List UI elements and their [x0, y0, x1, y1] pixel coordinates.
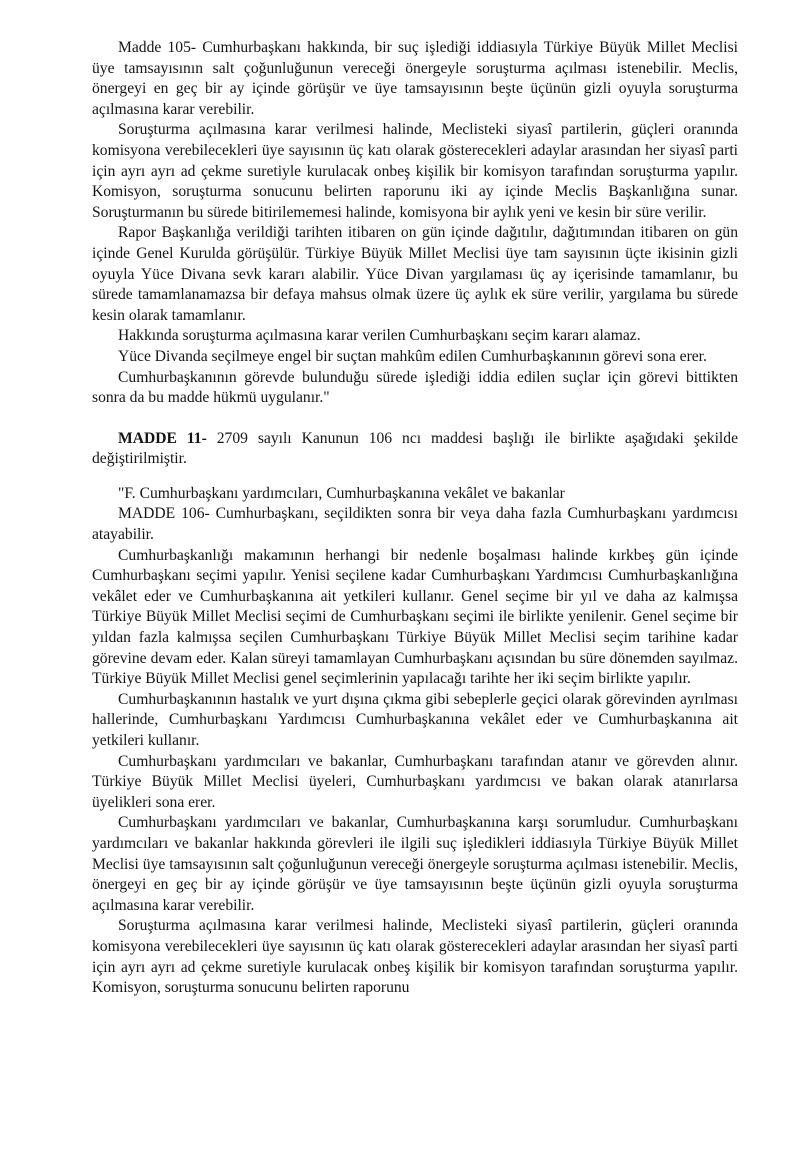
madde-11-text: 2709 sayılı Kanunun 106 ncı maddesi başlığı ile birlikte aşağıdaki şekilde değiştirilmiştir.: [92, 429, 738, 468]
article-106-paragraph-2: Cumhurbaşkanlığı makamının herhangi bir nedenle boşalması halinde kırkbeş gün içinde Cumhurbaşkanı seçimi yapılır. Yenisi seçilene kadar Cumhurbaşkanı Yardımcısı Cumhurbaşkanlığına vekâlet eder ve Cumhurbaşkanına ait yetkileri kullanır. Genel seçime bir yıl ve daha az kalmışsa Türkiye Büyük Millet Meclisi seçimi de Cumhurbaşkanı seçimi ile birlikte yenilenir. Genel seçime bir yıldan fazla kalmışsa seçilen Cumhurbaşkanı Türkiye Büyük Millet Meclisi seçim tarihine kadar görevine devam eder. Kalan süreyi tamamlayan Cumhurbaşkanı açısından bu süre dönemden sayılmaz. Türkiye Büyük Millet Meclisi genel seçimlerinin yapılacağı tarihte her iki seçim birlikte yapılır.: [92, 546, 738, 688]
article-106-title: "F. Cumhurbaşkanı yardımcıları, Cumhurbaşkanına vekâlet ve bakanlar: [118, 484, 565, 502]
section-gap: [92, 470, 738, 484]
section-gap: [92, 409, 738, 429]
article-106-paragraph-3: Cumhurbaşkanının hastalık ve yurt dışına çıkma gibi sebeplerle geçici olarak görevinden ayrılması hallerinde, Cumhurbaşkanı Yardımcısı Cumhurbaşkanına vekâlet eder ve Cumhurbaşkanına ait yetkileri kullanır.: [92, 690, 738, 749]
madde-11-heading: MADDE 11-: [118, 429, 207, 447]
article-105-paragraph-5: Yüce Divanda seçilmeye engel bir suçtan mahkûm edilen Cumhurbaşkanının görevi sona erer.: [118, 347, 707, 365]
article-106-paragraph-1: MADDE 106- Cumhurbaşkanı, seçildikten sonra bir veya daha fazla Cumhurbaşkanı yardımcısı atayabilir.: [92, 505, 738, 544]
article-106-paragraph-5: Cumhurbaşkanı yardımcıları ve bakanlar, Cumhurbaşkanına karşı sorumludur. Cumhurbaşkanı yardımcıları ve bakanlar hakkında görevleri ile ilgili suç işledikleri iddiasıyla Türkiye Büyük Millet Meclisi üye tamsayısının salt çoğunluğunun vereceği önergeyle soruşturma açılması istenebilir. Meclis, önergeyi en geç bir ay içinde görüşür ve üye tamsayısının beşte üçünün gizli oyuyla soruşturma açılmasına karar verebilir.: [92, 814, 738, 914]
article-105-paragraph-6: Cumhurbaşkanının görevde bulunduğu sürede işlediği iddia edilen suçlar için görevi bittikten sonra da bu madde hükmü uygulanır.": [92, 368, 738, 407]
article-105-paragraph-3: Rapor Başkanlığa verildiği tarihten itibaren on gün içinde dağıtılır, dağıtımından itibaren on gün içinde Genel Kurulda görüşülür. Türkiye Büyük Millet Meclisi üye tam sayısının üçte ikisinin gizli oyuyla Yüce Divana sevk kararı alabilir. Yüce Divan yargılaması üç ay içerisinde tamamlanır, bu sürede tamamlanamazsa bir defaya mahsus olmak üzere üç aylık ek süre verilir, yargılama bu sürede kesin olarak tamamlanır.: [92, 224, 738, 324]
article-105-paragraph-2: Soruşturma açılmasına karar verilmesi halinde, Meclisteki siyasî partilerin, güçleri oranında komisyona verebilecekleri üye sayısının üç katı olarak gösterecekleri adaylar arasından her siyasî parti için ayrı ayrı ad çekme suretiyle kurulacak onbeş kişilik bir komisyon tarafından soruşturma yapılır. Komisyon, soruşturma sonucunu belirten raporunu iki ay içinde Meclis Başkanlığına sunar. Soruşturmanın bu sürede bitirilememesi halinde, komisyona bir aylık yeni ve kesin bir süre verilir.: [92, 121, 738, 221]
article-106-paragraph-6: Soruşturma açılmasına karar verilmesi halinde, Meclisteki siyasî partilerin, güçleri oranında komisyona verebilecekleri üye sayısının üç katı olarak gösterecekleri adaylar arasından her siyasî parti için ayrı ayrı ad çekme suretiyle kurulacak onbeş kişilik bir komisyon tarafından soruşturma yapılır. Komisyon, soruşturma sonucunu belirten raporunu: [92, 917, 738, 997]
document-body: [92, 38, 738, 999]
article-105-paragraph-4: Hakkında soruşturma açılmasına karar verilen Cumhurbaşkanı seçim kararı alamaz.: [118, 327, 641, 345]
article-106-paragraph-4: Cumhurbaşkanı yardımcıları ve bakanlar, Cumhurbaşkanı tarafından atanır ve görevden alınır. Türkiye Büyük Millet Meclisi üyeleri, Cumhurbaşkanı yardımcısı ve bakan olarak atanırlarsa üyelikleri sona erer.: [92, 752, 738, 811]
madde-11-paragraph: [92, 429, 738, 470]
article-105-paragraph-1: Madde 105- Cumhurbaşkanı hakkında, bir suç işlediği iddiasıyla Türkiye Büyük Millet Meclisi üye tamsayısının salt çoğunluğunun vereceği önergeyle soruşturma açılması istenebilir. Meclis, önergeyi en geç bir ay içinde görüşür ve üye tamsayısının beşte üçünün gizli oyuyla soruşturma açılmasına karar verebilir.: [92, 39, 738, 118]
